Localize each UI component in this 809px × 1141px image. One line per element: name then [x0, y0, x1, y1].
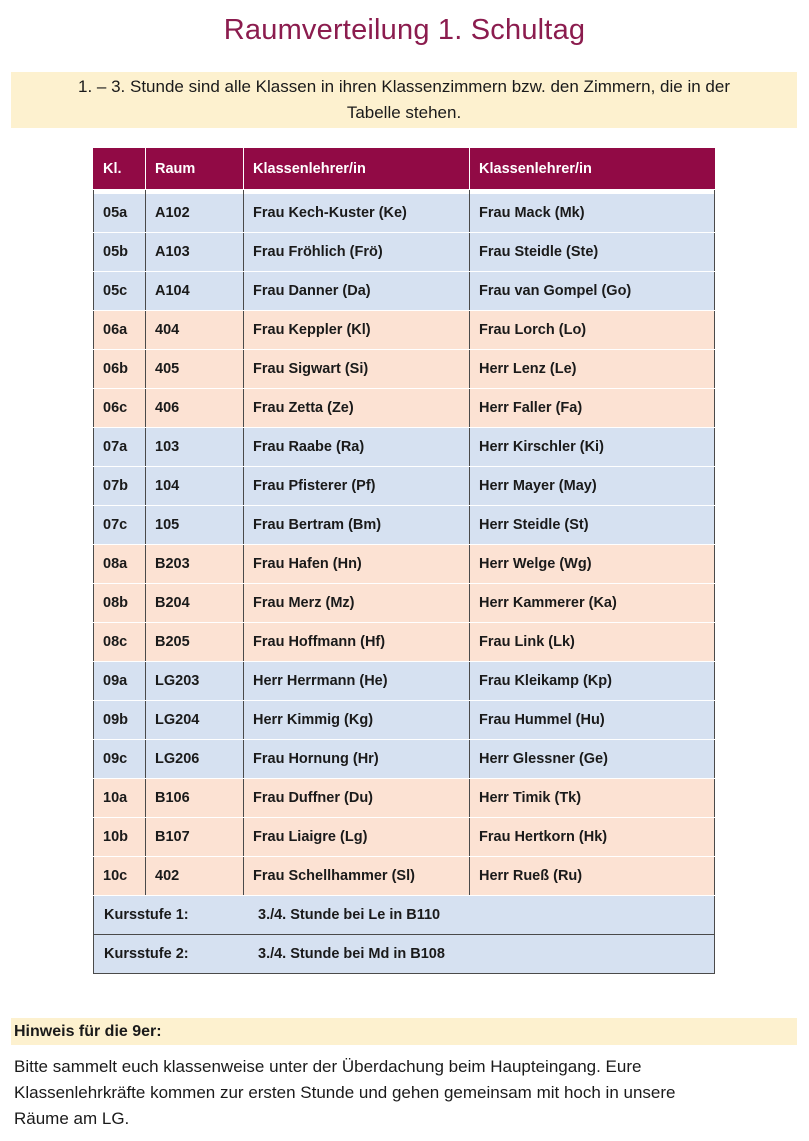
cell-raum: 103 — [146, 428, 244, 467]
table-header-row — [94, 149, 715, 190]
table-row — [94, 311, 715, 350]
cell-lehrer1: Frau Raabe (Ra) — [244, 428, 470, 467]
cell-raum: A104 — [146, 272, 244, 311]
cell-kl: 05c — [94, 272, 146, 311]
kursstufe-text: 3./4. Stunde bei Le in B110 — [258, 907, 441, 923]
cell-kl: 10c — [94, 857, 146, 896]
room-table — [93, 148, 715, 974]
table-row — [94, 506, 715, 545]
cell-raum: B107 — [146, 818, 244, 857]
table-row — [94, 701, 715, 740]
cell-lehrer2: Frau van Gompel (Go) — [470, 272, 715, 311]
table-row — [94, 389, 715, 428]
cell-kl: 08b — [94, 584, 146, 623]
cell-kl: 07b — [94, 467, 146, 506]
cell-lehrer1: Frau Bertram (Bm) — [244, 506, 470, 545]
cell-lehrer2: Frau Lorch (Lo) — [470, 311, 715, 350]
table-row — [94, 779, 715, 818]
kursstufe-row — [94, 896, 715, 935]
cell-lehrer2: Herr Kirschler (Ki) — [470, 428, 715, 467]
cell-lehrer2: Herr Glessner (Ge) — [470, 740, 715, 779]
table-row — [94, 857, 715, 896]
cell-kl: 07c — [94, 506, 146, 545]
cell-raum: 405 — [146, 350, 244, 389]
page-title: Raumverteilung 1. Schultag — [223, 14, 586, 46]
cell-raum: 402 — [146, 857, 244, 896]
table-row — [94, 194, 715, 233]
cell-lehrer1: Frau Sigwart (Si) — [244, 350, 470, 389]
table-row — [94, 818, 715, 857]
kursstufe-text: 3./4. Stunde bei Md in B108 — [258, 946, 445, 962]
header-kl: Kl. — [94, 149, 146, 190]
cell-lehrer1: Frau Duffner (Du) — [244, 779, 470, 818]
cell-raum: B106 — [146, 779, 244, 818]
cell-lehrer1: Frau Merz (Mz) — [244, 584, 470, 623]
intro-line-2: Tabelle stehen. — [346, 103, 462, 122]
header-lehrer-2: Klassenlehrer/in — [470, 149, 715, 190]
intro-note — [11, 72, 797, 128]
table-row — [94, 584, 715, 623]
cell-raum: A103 — [146, 233, 244, 272]
cell-kl: 06a — [94, 311, 146, 350]
cell-lehrer1: Frau Zetta (Ze) — [244, 389, 470, 428]
cell-kl: 10b — [94, 818, 146, 857]
cell-raum: LG204 — [146, 701, 244, 740]
cell-lehrer2: Herr Mayer (May) — [470, 467, 715, 506]
cell-raum: LG203 — [146, 662, 244, 701]
cell-lehrer2: Frau Steidle (Ste) — [470, 233, 715, 272]
hint-line-2: Klassenlehrkräfte kommen zur ersten Stunde und gehen gemeinsam mit hoch in unsere — [14, 1083, 676, 1102]
cell-kl: 05a — [94, 194, 146, 233]
kursstufe-label: Kursstufe 1: — [104, 907, 189, 923]
table-body — [94, 190, 715, 974]
cell-kl: 06b — [94, 350, 146, 389]
cell-lehrer2: Frau Hummel (Hu) — [470, 701, 715, 740]
hint-text — [14, 1054, 794, 1132]
cell-kl: 09c — [94, 740, 146, 779]
cell-kl: 08c — [94, 623, 146, 662]
table-row — [94, 272, 715, 311]
cell-lehrer2: Frau Kleikamp (Kp) — [470, 662, 715, 701]
cell-lehrer1: Frau Hafen (Hn) — [244, 545, 470, 584]
cell-kl: 09b — [94, 701, 146, 740]
header-raum: Raum — [146, 149, 244, 190]
cell-lehrer2: Frau Mack (Mk) — [470, 194, 715, 233]
cell-lehrer1: Frau Keppler (Kl) — [244, 311, 470, 350]
kursstufe-cell — [94, 935, 715, 974]
table-row — [94, 662, 715, 701]
cell-lehrer1: Herr Kimmig (Kg) — [244, 701, 470, 740]
cell-raum: LG206 — [146, 740, 244, 779]
cell-raum: 104 — [146, 467, 244, 506]
cell-kl: 05b — [94, 233, 146, 272]
table-row — [94, 467, 715, 506]
cell-lehrer2: Herr Steidle (St) — [470, 506, 715, 545]
kursstufe-label: Kursstufe 2: — [104, 946, 189, 962]
cell-lehrer1: Frau Pfisterer (Pf) — [244, 467, 470, 506]
cell-lehrer2: Herr Rueß (Ru) — [470, 857, 715, 896]
cell-lehrer1: Frau Liaigre (Lg) — [244, 818, 470, 857]
table-row — [94, 233, 715, 272]
cell-raum: 105 — [146, 506, 244, 545]
cell-lehrer1: Frau Kech-Kuster (Ke) — [244, 194, 470, 233]
cell-lehrer1: Herr Herrmann (He) — [244, 662, 470, 701]
cell-raum: B205 — [146, 623, 244, 662]
cell-lehrer2: Herr Welge (Wg) — [470, 545, 715, 584]
cell-lehrer1: Frau Danner (Da) — [244, 272, 470, 311]
cell-raum: B203 — [146, 545, 244, 584]
cell-lehrer2: Herr Faller (Fa) — [470, 389, 715, 428]
hint-line-1: Bitte sammelt euch klassenweise unter der Überdachung beim Haupteingang. Eure — [14, 1057, 642, 1076]
cell-raum: B204 — [146, 584, 244, 623]
cell-kl: 06c — [94, 389, 146, 428]
cell-kl: 09a — [94, 662, 146, 701]
cell-lehrer1: Frau Hornung (Hr) — [244, 740, 470, 779]
cell-kl: 08a — [94, 545, 146, 584]
cell-lehrer1: Frau Schellhammer (Sl) — [244, 857, 470, 896]
kursstufe-row — [94, 935, 715, 974]
hint-line-3: Räume am LG. — [14, 1109, 130, 1128]
cell-raum: 406 — [146, 389, 244, 428]
cell-raum: A102 — [146, 194, 244, 233]
cell-lehrer2: Herr Lenz (Le) — [470, 350, 715, 389]
header-lehrer-1: Klassenlehrer/in — [244, 149, 470, 190]
cell-lehrer2: Herr Timik (Tk) — [470, 779, 715, 818]
cell-lehrer2: Herr Kammerer (Ka) — [470, 584, 715, 623]
table-row — [94, 545, 715, 584]
cell-lehrer1: Frau Fröhlich (Frö) — [244, 233, 470, 272]
cell-kl: 10a — [94, 779, 146, 818]
table-row — [94, 428, 715, 467]
hint-heading: Hinweis für die 9er: — [11, 1018, 797, 1045]
table-row — [94, 350, 715, 389]
table-row — [94, 740, 715, 779]
kursstufe-cell — [94, 896, 715, 935]
cell-raum: 404 — [146, 311, 244, 350]
table-row — [94, 623, 715, 662]
intro-line-1: 1. – 3. Stunde sind alle Klassen in ihren Klassenzimmern bzw. den Zimmern, die in der — [78, 77, 730, 96]
cell-kl: 07a — [94, 428, 146, 467]
cell-lehrer2: Frau Link (Lk) — [470, 623, 715, 662]
cell-lehrer1: Frau Hoffmann (Hf) — [244, 623, 470, 662]
cell-lehrer2: Frau Hertkorn (Hk) — [470, 818, 715, 857]
